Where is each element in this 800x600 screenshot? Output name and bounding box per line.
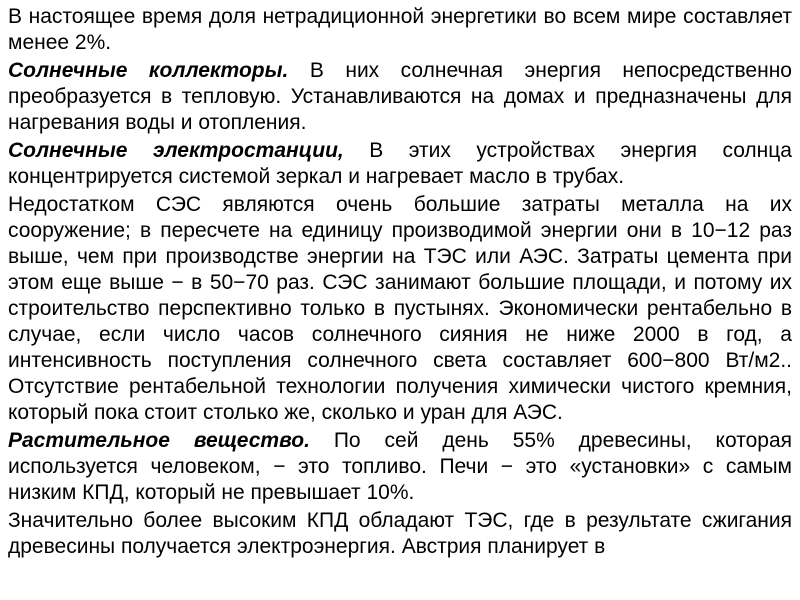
paragraph-text: В них солнечная энергия непосредственно преобразуется в тепловую. Устанавливаются на домах и предназначены для нагревания воды и отопления. <box>8 59 792 134</box>
paragraph-ses-drawbacks <box>8 192 792 426</box>
paragraph-plant-matter <box>8 428 792 506</box>
paragraph-solar-power-plants <box>8 138 792 190</box>
paragraph-intro <box>8 4 792 56</box>
paragraph-term: Растительное вещество. <box>8 429 310 452</box>
paragraph-term: Солнечные коллекторы. <box>8 59 289 82</box>
paragraph-term: Солнечные электростанции, <box>8 139 344 162</box>
paragraph-text: По сей день 55% древесины, которая используется человеком, − это топливо. Печи − это «установки» с самым низким КПД, который не превышает 10%. <box>8 429 792 504</box>
paragraph-text: Недостатком СЭС являются очень большие затраты металла на их сооружение; в пересчете на единицу производимой энергии они в 10−12 раз выше, чем при производстве энергии на ТЭС или АЭС. Затраты цемента при этом еще выше − в 50−70 раз. СЭС занимают большие площади, и потому их строительство перспективно только в пустынях. Экономически рентабельно в случае, если число часов солнечного сияния не ниже 2000 в год, а интенсивность поступления солнечного света составляет 600−800 Вт/м2.. Отсутствие рентабельной технологии получения химически чистого кремния, который пока стоит столько же, сколько и уран для АЭС. <box>8 193 792 424</box>
paragraph-text: В настоящее время доля нетрадиционной энергетики во всем мире составляет менее 2%. <box>8 5 792 54</box>
paragraph-text: Значительно более высоким КПД обладают ТЭС, где в результате сжигания древесины получается электроэнергия. Австрия планирует в <box>8 509 792 558</box>
paragraph-tes-efficiency <box>8 508 792 560</box>
paragraph-text: В этих устройствах энергия солнца концентрируется системой зеркал и нагревает масло в трубах. <box>8 139 792 188</box>
document-page <box>8 4 792 562</box>
paragraph-solar-collectors <box>8 58 792 136</box>
